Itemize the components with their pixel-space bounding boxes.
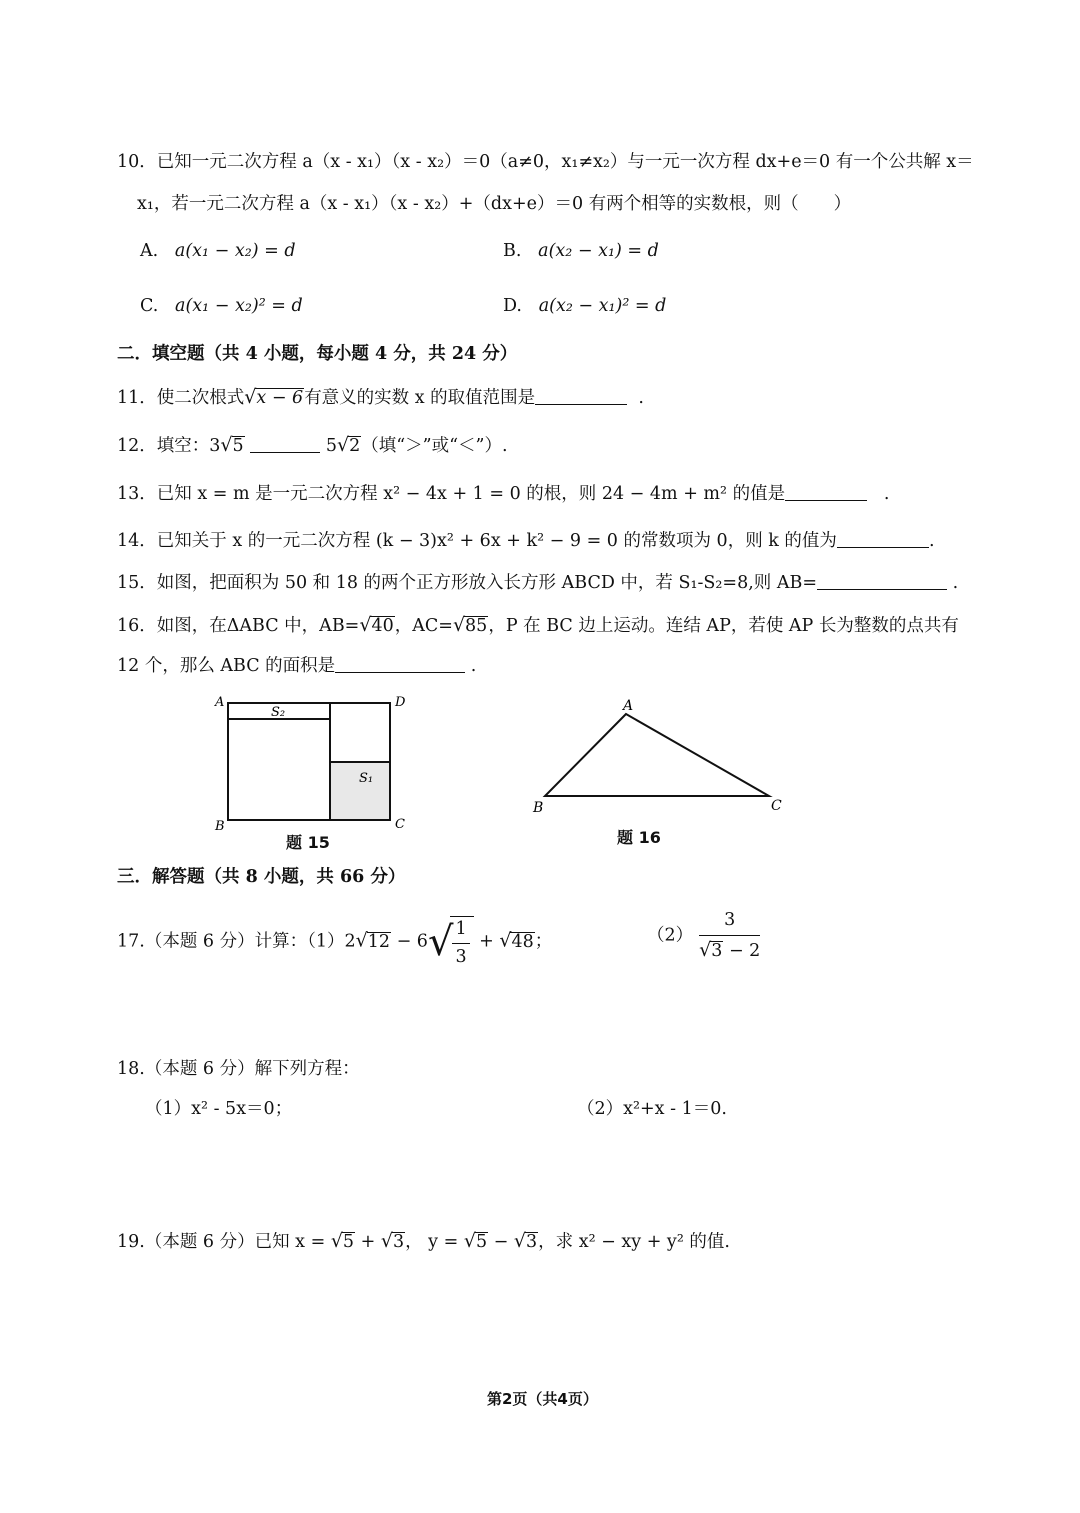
q16-radicand-2: 85	[465, 616, 488, 636]
fraction-denominator: 3	[455, 947, 467, 967]
answer-blank	[250, 436, 320, 453]
radicand: 3	[711, 941, 723, 961]
sqrt-sign: √	[355, 929, 368, 952]
q10-line1: 10．已知一元二次方程 a（x - x₁）（x - x₂）＝0（a≠0，x₁≠x₂）与一元一次方程 dx+e＝0 有一个公共解 x＝	[117, 152, 974, 172]
option-label: B.	[503, 241, 522, 261]
q19-radicand-3: 5	[475, 1232, 488, 1252]
sqrt-sign: √	[330, 1230, 343, 1252]
q16-text-4: 12 个，那么 ABC 的面积是	[117, 656, 336, 676]
answer-blank	[837, 531, 929, 548]
q11-end: .	[638, 388, 644, 408]
label-c: C	[771, 798, 782, 814]
denominator-tail: − 2	[723, 941, 761, 961]
fraction-denominator	[699, 936, 760, 962]
option-label: D.	[503, 296, 522, 316]
q16-radicand-1: 40	[371, 616, 394, 636]
q11	[117, 388, 644, 408]
answer-blank	[535, 388, 627, 405]
figure-16	[525, 692, 795, 822]
q16-text-2: ，AC=	[394, 616, 453, 636]
sqrt-sign: √	[380, 1230, 393, 1252]
label-a: A	[215, 695, 225, 710]
sqrt-sign: √	[463, 1230, 476, 1252]
sqrt-sign: √	[699, 939, 712, 961]
q12-coef: 5	[325, 436, 337, 456]
q10-option-d	[503, 298, 666, 316]
q17-radicand-3: 48	[511, 931, 534, 952]
q19-radicand-4: 3	[526, 1232, 538, 1252]
sqrt-sign: √	[359, 614, 372, 636]
q12	[117, 436, 508, 456]
q17-semicolon: ；	[534, 931, 553, 952]
q16-line1	[117, 616, 959, 636]
q12-text: 12．填空：3	[117, 436, 221, 456]
label-c: C	[395, 817, 405, 832]
figure-16-caption: 题 16	[617, 828, 661, 847]
page-footer: 第2页（共4页）	[487, 1390, 598, 1408]
q16-text-3: ，P 在 BC 边上运动。连结 AP，若使 AP 长为整数的点共有	[488, 616, 959, 636]
q13	[117, 484, 889, 504]
q13-end: .	[883, 484, 890, 504]
q13-text: 13．已知 x = m 是一元二次方程 x² − 4x + 1 = 0 的根，则 24 − 4m + m² 的值是	[117, 484, 786, 504]
q15-text: 15．如图，把面积为 50 和 18 的两个正方形放入长方形 ABCD 中，若 S₁-S₂=8,则 AB=	[117, 573, 817, 593]
q14	[117, 531, 935, 551]
option-expr: a(x₂ − x₁) = d	[538, 241, 659, 261]
option-expr: a(x₁ − x₂) = d	[174, 241, 296, 261]
q17	[117, 916, 552, 968]
triangle-abc	[545, 714, 769, 796]
option-expr: a(x₂ − x₁)² = d	[538, 296, 667, 316]
option-label: C.	[140, 296, 159, 316]
sqrt-sign: √	[244, 386, 257, 408]
q15-end: .	[952, 573, 959, 593]
q18-part1: （1）x² - 5x＝0；	[145, 1099, 293, 1119]
q12-radicand-1: 5	[232, 436, 244, 456]
q19-plus: +	[355, 1232, 381, 1252]
q10-option-a	[140, 243, 296, 261]
q10-option-c	[140, 298, 303, 316]
label-s2: S₂	[271, 705, 286, 720]
q18-title: 18.（本题 6 分）解下列方程：	[117, 1059, 360, 1079]
label-s1: S₁	[359, 771, 374, 786]
q19-radicand-1: 5	[342, 1232, 355, 1252]
q17-fraction	[450, 916, 473, 968]
q17-minus: − 6	[391, 931, 428, 952]
label-b: B	[215, 819, 225, 834]
q10-option-b	[503, 243, 659, 261]
answer-blank	[785, 484, 867, 501]
fraction-numerator: 3	[699, 910, 760, 936]
answer-blank	[335, 656, 465, 673]
q17-text: 17.（本题 6 分）计算：（1）2	[117, 931, 356, 952]
option-label: A.	[140, 241, 159, 261]
q16-text: 16．如图，在ΔABC 中，AB=	[117, 616, 360, 636]
sqrt-sign: √	[220, 434, 233, 456]
q17-part2-fraction	[699, 910, 760, 962]
section-title-solutions: 三．解答题（共 8 小题，共 66 分）	[117, 867, 406, 887]
q19-text-3: ，求 x² − xy + y² 的值.	[538, 1232, 730, 1252]
q16-line2	[117, 656, 476, 676]
q19-minus: −	[488, 1232, 514, 1252]
q17-plus: +	[473, 931, 500, 952]
q11-text-2: 有意义的实数 x 的取值范围是	[304, 388, 536, 408]
figure-15-caption: 题 15	[286, 833, 330, 852]
q19-text-2: ， y =	[405, 1232, 464, 1252]
q16-end: .	[470, 656, 477, 676]
label-b: B	[533, 800, 544, 816]
q14-text: 14．已知关于 x 的一元二次方程 (k − 3)x² + 6x + k² − 9 = 0 的常数项为 0，则 k 的值为	[117, 531, 837, 551]
q17-radicand-1: 12	[367, 931, 390, 952]
section-title-fill-in: 二．填空题（共 4 小题，每小题 4 分，共 24 分）	[117, 344, 518, 364]
answer-blank	[817, 573, 947, 590]
sqrt-sign: √	[513, 1230, 527, 1252]
sqrt-sign: √	[336, 434, 350, 456]
sqrt-sign-large: √	[427, 919, 454, 965]
sqrt-sign: √	[499, 929, 512, 952]
label-d: D	[395, 695, 406, 710]
q15	[117, 573, 958, 593]
q17-part2-label: （2）	[647, 925, 694, 946]
q18-part2: （2）x²+x - 1＝0.	[577, 1099, 727, 1119]
q10-line2: x₁，若一元二次方程 a（x - x₁）（x - x₂）+（dx+e）＝0 有两个相等的实数根，则（ ）	[137, 194, 852, 214]
option-expr: a(x₁ − x₂)² = d	[175, 296, 303, 316]
q11-radicand: x − 6	[256, 388, 304, 408]
q11-text: 11．使二次根式	[117, 388, 245, 408]
q19-radicand-2: 3	[392, 1232, 405, 1252]
fraction-numerator: 1	[452, 919, 469, 944]
label-a: A	[623, 698, 634, 714]
sqrt-sign: √	[452, 614, 466, 636]
q19-text: 19.（本题 6 分）已知 x =	[117, 1232, 331, 1252]
q17-part2	[647, 910, 760, 962]
q14-end: .	[928, 531, 935, 551]
q12-radicand-2: 2	[349, 436, 361, 456]
q19	[117, 1232, 730, 1252]
q12-text-2: （填“＞”或“＜”）.	[361, 436, 508, 456]
